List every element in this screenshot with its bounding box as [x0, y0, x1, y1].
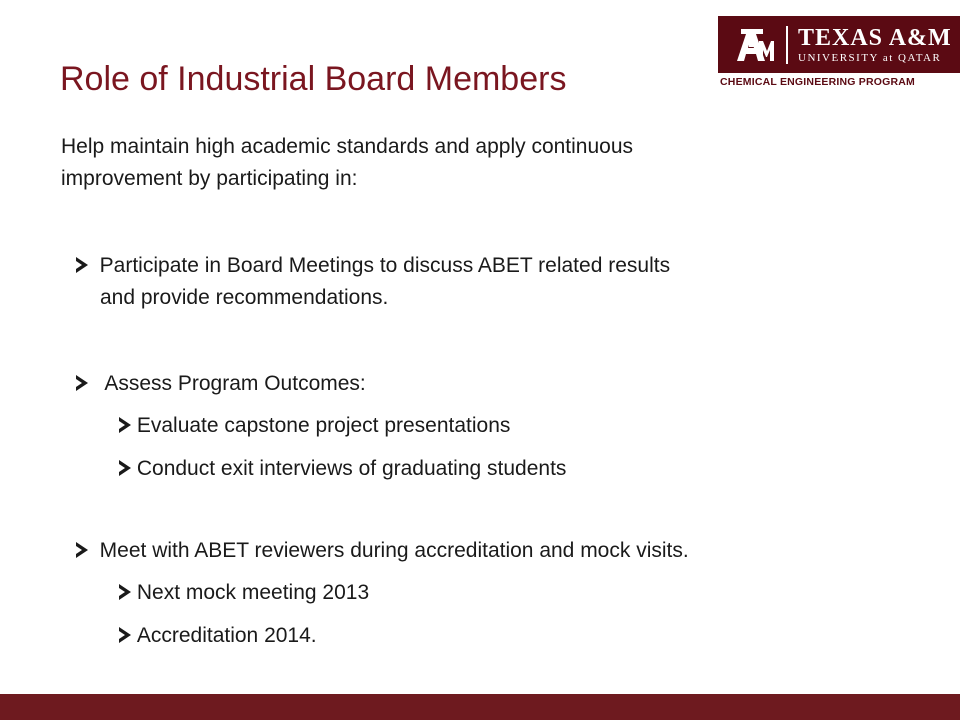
footer-bar [0, 694, 960, 720]
slide-title: Role of Industrial Board Members [60, 60, 567, 98]
atm-logo-icon [732, 25, 778, 65]
bullet-text: Participate in Board Meetings to discuss ABET related results [99, 254, 671, 277]
arrow-bullet-icon [76, 542, 88, 558]
bullet-text: Accreditation 2014. [136, 624, 317, 647]
logo-name: TEXAS A&M [798, 24, 952, 51]
bullet-text: Assess Program Outcomes: [99, 372, 366, 395]
logo-campus: UNIVERSITY at QATAR [798, 51, 942, 64]
bullet-item [76, 368, 366, 400]
bullet-item [76, 535, 689, 567]
bullet-text-continued: and provide recommendations. [100, 286, 389, 309]
arrow-bullet-icon [119, 460, 131, 476]
intro-line-2: improvement by participating in: [61, 167, 358, 190]
logo-wordmark [798, 26, 952, 64]
sub-bullet-item [119, 453, 566, 485]
arrow-bullet-icon [119, 627, 131, 643]
intro-text [61, 131, 861, 195]
bullet-text: Evaluate capstone project presentations [136, 414, 511, 437]
intro-line-1: Help maintain high academic standards and apply continuous [61, 135, 634, 158]
arrow-bullet-icon [76, 257, 88, 273]
bullet-text: Conduct exit interviews of graduating students [136, 457, 567, 480]
arrow-bullet-icon [119, 584, 131, 600]
bullet-item [76, 250, 670, 314]
program-name: CHEMICAL ENGINEERING PROGRAM [720, 76, 915, 88]
arrow-bullet-icon [119, 417, 131, 433]
university-logo [718, 16, 960, 73]
arrow-bullet-icon [76, 375, 88, 391]
sub-bullet-item [119, 577, 369, 609]
bullet-text: Meet with ABET reviewers during accreditation and mock visits. [99, 539, 689, 562]
logo-divider [786, 26, 788, 64]
sub-bullet-item [119, 410, 510, 442]
sub-bullet-item [119, 620, 317, 652]
bullet-text: Next mock meeting 2013 [136, 581, 370, 604]
